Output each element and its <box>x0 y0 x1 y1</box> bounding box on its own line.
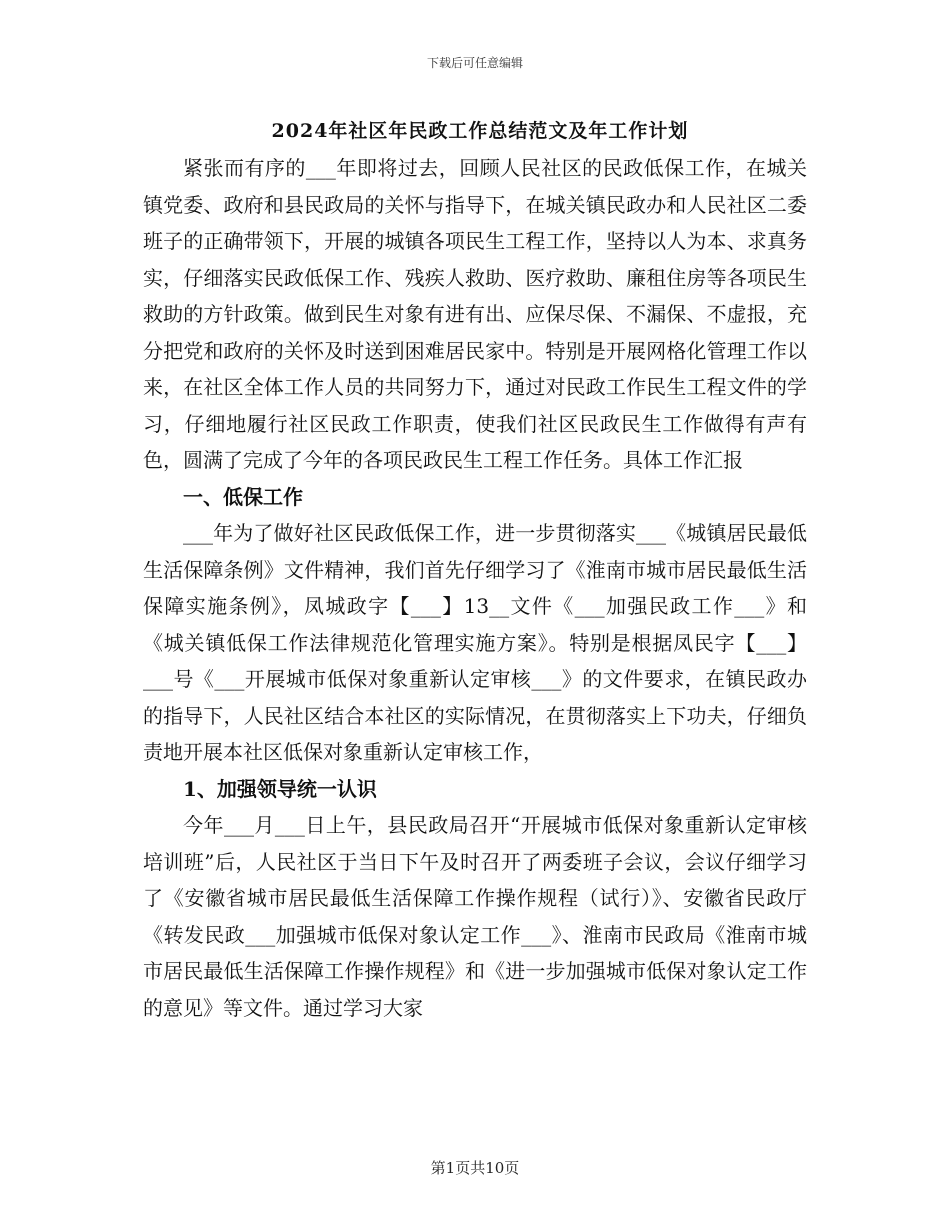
subsection-heading-leadership: 1、加强领导统一认识 <box>183 776 377 801</box>
intro-paragraph: 紧张而有序的___年即将过去，回顾人民社区的民政低保工作，在城关镇党委、政府和县民政局的关怀与指导下，在城关镇民政办和人民社区二委班子的正确带领下，开展的城镇各项民生工程工作，坚持以人为本、求真务实，仔细落实民政低保工作、残疾人救助、医疗救助、廉租住房等各项民生救助的方针政策。做到民生对象有进有出、应保尽保、不漏保、不虚报，充分把党和政府的关怀及时送到困难居民家中。特别是开展网格化管理工作以来，在社区全体工作人员的共同努力下，通过对民政工作民生工程文件的学习，仔细地履行社区民政工作职责，使我们社区民政民生工作做得有声有色，圆满了完成了今年的各项民政民生工程工作任务。具体工作汇报 <box>143 156 807 472</box>
lowbao-paragraph: ___年为了做好社区民政低保工作，进一步贯彻落实___《城镇居民最低生活保障条例》文件精神，我们首先仔细学习了《淮南市城市居民最低生活保障实施条例》，凤城政字【___】13__文件《___加强民政工作___》和《城关镇低保工作法律规范化管理实施方案》。特别是根据凤民字【___】___号《___开展城市低保对象重新认定审核___》的文件要求，在镇民政办的指导下，人民社区结合本社区的实际情况，在贯彻落实上下功夫，仔细负责地开展本社区低保对象重新认定审核工作， <box>143 521 807 764</box>
document-title: 2024年社区年民政工作总结范文及年工作计划 <box>271 120 689 142</box>
section-heading-lowbao: 一、低保工作 <box>183 484 303 509</box>
page-header: 下载后可任意编辑 <box>426 56 523 70</box>
page-footer: 第1页共10页 <box>430 1159 520 1177</box>
document-body <box>143 150 807 1026</box>
leadership-paragraph: 今年___月___日上午，县民政局召开“开展城市低保对象重新认定审核培训班”后，人民社区于当日下午及时召开了两委班子会议，会议仔细学习了《安徽省城市居民最低生活保障工作操作规程（试行）》、安徽省民政厅《转发民政___加强城市低保对象认定工作___》、淮南市民政局《淮南市城市居民最低生活保障工作操作规程》和《进一步加强城市低保对象认定工作的意见》等文件。通过学习大家 <box>143 813 807 1020</box>
